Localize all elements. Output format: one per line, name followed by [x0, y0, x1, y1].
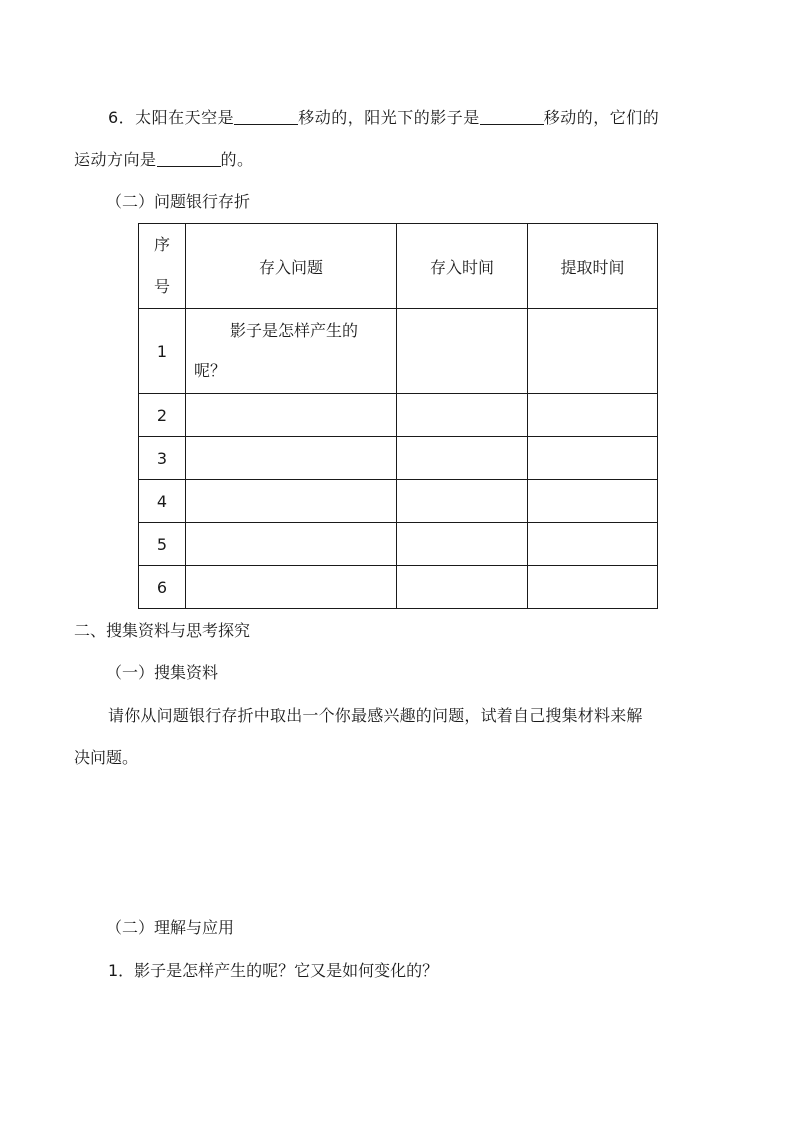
row-number: 6	[139, 566, 186, 609]
question-cell[interactable]	[186, 437, 397, 480]
withdraw-time-cell[interactable]	[528, 437, 658, 480]
apply-question-1: 1．影子是怎样产生的呢？它又是如何变化的？	[108, 961, 439, 980]
header-number: 序 号	[139, 224, 186, 309]
row-number: 4	[139, 480, 186, 523]
header-deposit-time: 存入时间	[397, 224, 528, 309]
withdraw-time-cell[interactable]	[528, 394, 658, 437]
deposit-time-cell[interactable]	[397, 309, 528, 394]
question-cell[interactable]	[186, 566, 397, 609]
deposit-time-cell[interactable]	[397, 566, 528, 609]
answer-blank-3[interactable]	[157, 150, 221, 167]
subsection-collect-title: （一）搜集资料	[106, 663, 219, 682]
question-6-text-c: 移动的，它们的	[543, 108, 660, 127]
section-2-title: 二、搜集资料与思考探究	[74, 621, 251, 640]
collect-instruction-line-2: 决问题。	[74, 748, 139, 767]
withdraw-time-cell[interactable]	[528, 480, 658, 523]
deposit-time-cell[interactable]	[397, 480, 528, 523]
question-6-line-1	[108, 108, 659, 128]
question-6-text-b: 移动的，阳光下的影子是	[298, 108, 480, 127]
question-cell[interactable]	[186, 523, 397, 566]
header-withdraw-time: 提取时间	[528, 224, 658, 309]
answer-blank-1[interactable]	[234, 108, 298, 125]
header-question: 存入问题	[186, 224, 397, 309]
question-bank-table	[138, 223, 658, 609]
withdraw-time-cell[interactable]	[528, 309, 658, 394]
table-row	[139, 523, 658, 566]
question-6-line-2	[74, 150, 254, 170]
question-6-text-a: 6．太阳在天空是	[108, 108, 235, 127]
row-number: 2	[139, 394, 186, 437]
question-text-line-1: 影子是怎样产生的	[230, 321, 359, 340]
answer-blank-2[interactable]	[480, 108, 544, 125]
table-header-row	[139, 224, 658, 309]
question-cell[interactable]	[186, 309, 397, 394]
section-bank-title: （二）问题银行存折	[106, 192, 251, 211]
withdraw-time-cell[interactable]	[528, 523, 658, 566]
table-row	[139, 566, 658, 609]
deposit-time-cell[interactable]	[397, 437, 528, 480]
question-text-line-2: 呢？	[194, 361, 227, 380]
table-row	[139, 309, 658, 394]
table-row	[139, 480, 658, 523]
question-cell[interactable]	[186, 394, 397, 437]
subsection-apply-title: （二）理解与应用	[106, 918, 235, 937]
row-number: 5	[139, 523, 186, 566]
collect-instruction-line-1: 请你从问题银行存折中取出一个你最感兴趣的问题，试着自己搜集材料来解	[108, 706, 643, 725]
question-6-text-e: 的。	[220, 150, 254, 169]
row-number: 1	[139, 309, 186, 394]
table-row	[139, 437, 658, 480]
deposit-time-cell[interactable]	[397, 394, 528, 437]
question-6-text-d: 运动方向是	[74, 150, 157, 169]
table-row	[139, 394, 658, 437]
withdraw-time-cell[interactable]	[528, 566, 658, 609]
row-number: 3	[139, 437, 186, 480]
question-cell[interactable]	[186, 480, 397, 523]
deposit-time-cell[interactable]	[397, 523, 528, 566]
